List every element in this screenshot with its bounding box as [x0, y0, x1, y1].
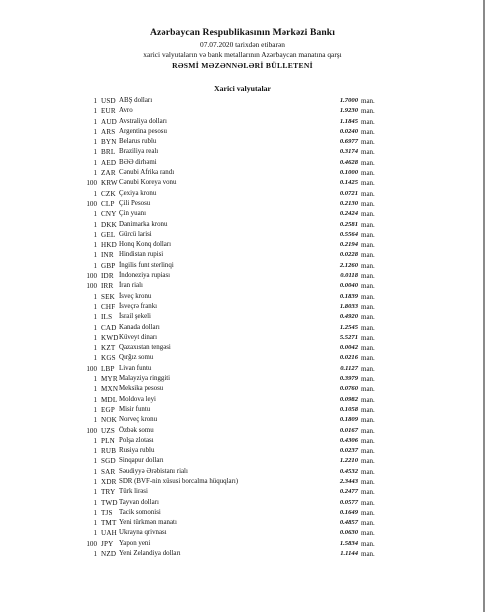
rate-row [0, 384, 485, 394]
unit-label: man. [361, 313, 375, 322]
currency-name: Livan funtu [119, 364, 152, 372]
currency-code: RUB [101, 447, 117, 456]
unit-label: man. [361, 199, 375, 208]
currency-name: Avro [119, 107, 133, 115]
rate-value: 0.2477 [339, 488, 358, 496]
currency-code: SAR [101, 467, 116, 476]
rate-row [0, 487, 485, 497]
unit-label: man. [361, 519, 375, 528]
unit-label: man. [361, 107, 375, 116]
nominal-value: 1 [93, 189, 97, 198]
currency-code: UAH [101, 529, 117, 538]
unit-label: man. [361, 457, 375, 466]
nominal-value: 1 [93, 467, 97, 476]
nominal-value: 1 [93, 519, 97, 528]
currency-code: ILS [101, 313, 113, 322]
currency-name: İngilis funt sterlinqi [119, 261, 174, 269]
currency-code: GBP [101, 261, 116, 270]
unit-label: man. [361, 210, 375, 219]
currency-name: Rusiya rublu [119, 447, 155, 455]
currency-code: EUR [101, 107, 116, 116]
nominal-value: 1 [93, 498, 97, 507]
currency-name: İsrail şekeli [119, 313, 151, 321]
rate-value: 0.4857 [339, 519, 358, 527]
currency-code: JPY [101, 539, 114, 548]
unit-label: man. [361, 344, 375, 353]
unit-label: man. [361, 261, 375, 270]
unit-label: man. [361, 272, 375, 281]
unit-label: man. [361, 529, 375, 538]
rate-row [0, 456, 485, 466]
rate-value: 0.0577 [339, 498, 358, 506]
rate-value: 1.7000 [339, 97, 358, 104]
nominal-value: 1 [93, 333, 97, 342]
unit-label: man. [361, 230, 375, 239]
rate-row [0, 549, 485, 559]
bank-title: Azərbaycan Respublikasının Mərkəzi Bankı [150, 27, 335, 38]
document-subtitle: xarici valyutaların və bank metallarının Azərbaycan manatına qarşı [143, 50, 342, 59]
rate-row [0, 498, 485, 508]
currency-code: TWD [101, 498, 118, 507]
rate-row [0, 117, 485, 127]
currency-name: Qazaxıstan tengəsi [119, 344, 171, 352]
rate-value: 0.1058 [339, 405, 358, 413]
rate-value: 0.4532 [339, 467, 358, 475]
rate-value: 0.2194 [339, 241, 358, 249]
nominal-value: 1 [93, 292, 97, 301]
currency-code: LBP [101, 364, 115, 373]
currency-name: Meksika pesosu [119, 385, 164, 393]
rate-value: 0.1000 [339, 169, 358, 177]
bulletin-title: RƏSMİ MƏZƏNNƏLƏRİ BÜLLETENİ [172, 61, 313, 70]
currency-code: MYR [101, 375, 118, 384]
currency-code: TRY [101, 488, 116, 497]
rate-value: 0.0630 [339, 529, 358, 537]
currency-code: CLP [101, 199, 115, 208]
currency-name: Hindistan rupisi [119, 251, 164, 259]
rate-row [0, 158, 485, 168]
rate-row [0, 539, 485, 549]
rate-row [0, 281, 485, 291]
currency-name: Cənubi Afrika randı [119, 169, 175, 177]
unit-label: man. [361, 282, 375, 291]
nominal-value: 1 [93, 508, 97, 517]
currency-name: Sinqapur dolları [119, 457, 164, 465]
currency-name: Özbək somu [119, 426, 154, 434]
currency-code: DKK [101, 220, 117, 229]
currency-code: XDR [101, 477, 117, 486]
rate-row [0, 261, 485, 271]
nominal-value: 1 [93, 477, 97, 486]
unit-label: man. [361, 117, 375, 126]
rate-value: 0.0982 [339, 395, 358, 403]
rate-value: 1.9230 [339, 107, 358, 115]
rate-value: 0.5564 [339, 230, 358, 238]
currency-name: Avstraliya dolları [119, 117, 167, 125]
rate-row [0, 230, 485, 240]
currency-name: Misir funtu [119, 405, 151, 413]
unit-label: man. [361, 467, 375, 476]
currency-name: Yeni türkmən manatı [119, 519, 177, 527]
rate-row [0, 220, 485, 230]
rate-row [0, 302, 485, 312]
rate-value: 0.2130 [339, 199, 358, 207]
nominal-value: 1 [93, 447, 97, 456]
rate-value: 0.2581 [339, 220, 358, 228]
rate-value: 5.5271 [339, 333, 358, 341]
currency-code: NOK [101, 416, 117, 425]
rate-row [0, 147, 485, 157]
rate-value: 2.3443 [339, 477, 358, 485]
unit-label: man. [361, 127, 375, 136]
rate-row [0, 209, 485, 219]
rate-value: 0.0237 [339, 447, 358, 455]
currency-name: Cənubi Koreya vonu [119, 179, 177, 187]
rate-row [0, 189, 485, 199]
rate-row [0, 178, 485, 188]
currency-code: UZS [101, 426, 116, 435]
unit-label: man. [361, 426, 375, 435]
nominal-value: 1 [93, 241, 97, 250]
rate-value: 1.1144 [340, 550, 358, 558]
unit-label: man. [361, 477, 375, 486]
unit-label: man. [361, 488, 375, 497]
rate-value: 0.1127 [340, 364, 358, 372]
nominal-value: 1 [93, 457, 97, 466]
currency-code: CHF [101, 302, 116, 311]
rate-row [0, 395, 485, 405]
nominal-value: 1 [93, 251, 97, 260]
currency-code: ARS [101, 127, 116, 136]
currency-name: İsveçrə frankı [119, 302, 158, 310]
nominal-value: 100 [86, 179, 97, 188]
currency-code: CZK [101, 189, 116, 198]
nominal-value: 1 [93, 436, 97, 445]
currency-name: Braziliya realı [119, 148, 159, 156]
rate-value: 0.0216 [339, 354, 358, 362]
rate-value: 0.0042 [339, 344, 358, 352]
rate-row [0, 467, 485, 477]
nominal-value: 100 [86, 539, 97, 548]
nominal-value: 1 [93, 261, 97, 270]
nominal-value: 1 [93, 97, 97, 105]
currency-name: Çili Pesosu [119, 199, 151, 207]
currency-name: Gürcü larisi [119, 230, 152, 238]
currency-name: Qırğız somu [119, 354, 154, 362]
unit-label: man. [361, 447, 375, 456]
rate-row [0, 436, 485, 446]
rate-row [0, 364, 485, 374]
rate-row [0, 426, 485, 436]
currency-code: KZT [101, 344, 116, 353]
rate-row [0, 168, 485, 178]
rate-row [0, 374, 485, 384]
nominal-value: 1 [93, 302, 97, 311]
nominal-value: 1 [93, 148, 97, 157]
currency-code: AUD [101, 117, 117, 126]
nominal-value: 100 [86, 426, 97, 435]
currency-code: IDR [101, 272, 114, 281]
currency-code: TJS [101, 508, 113, 517]
currency-name: İndoneziya rupiası [119, 272, 171, 280]
nominal-value: 1 [93, 138, 97, 147]
nominal-value: 1 [93, 158, 97, 167]
rate-value: 1.5834 [339, 539, 358, 547]
currency-code: PLN [101, 436, 116, 445]
unit-label: man. [361, 220, 375, 229]
rate-value: 1.1845 [339, 117, 358, 125]
unit-label: man. [361, 302, 375, 311]
rate-row [0, 405, 485, 415]
currency-code: ZAR [101, 169, 116, 178]
rate-row [0, 446, 485, 456]
rate-value: 1.8033 [339, 302, 358, 310]
unit-label: man. [361, 292, 375, 301]
currency-name: Honq Konq dolları [119, 241, 172, 249]
rate-row [0, 323, 485, 333]
rate-value: 0.6977 [339, 138, 358, 146]
nominal-value: 1 [93, 344, 97, 353]
nominal-value: 1 [93, 313, 97, 322]
nominal-value: 1 [93, 488, 97, 497]
document-header [0, 26, 485, 71]
rate-value: 0.1649 [339, 508, 358, 516]
unit-label: man. [361, 189, 375, 198]
currency-name: Çexiya kronu [119, 189, 157, 197]
currency-code: TMT [101, 519, 117, 528]
rate-value: 2.1260 [339, 261, 358, 269]
currency-code: CAD [101, 323, 117, 332]
currency-code: NZD [101, 550, 117, 559]
unit-label: man. [361, 550, 375, 559]
rate-row [0, 127, 485, 137]
currency-name: Norveç kronu [119, 416, 158, 424]
nominal-value: 100 [86, 272, 97, 281]
rate-value: 0.2424 [339, 210, 358, 218]
nominal-value: 1 [93, 127, 97, 136]
currency-name: Tacik somonisi [119, 508, 161, 516]
unit-label: man. [361, 436, 375, 445]
currency-name: Tayvan dolları [119, 498, 159, 506]
currency-code: EGP [101, 405, 116, 414]
currency-code: MDL [101, 395, 118, 404]
unit-label: man. [361, 169, 375, 178]
rate-row [0, 292, 485, 302]
unit-label: man. [361, 97, 375, 105]
unit-label: man. [361, 508, 375, 517]
rate-row [0, 477, 485, 487]
currency-name: Moldova leyi [119, 395, 156, 403]
rate-value: 0.0240 [339, 127, 358, 135]
rates-table [0, 96, 485, 559]
rate-row [0, 271, 485, 281]
unit-label: man. [361, 395, 375, 404]
currency-code: KGS [101, 354, 116, 363]
currency-code: AED [101, 158, 117, 167]
rate-value: 1.2210 [339, 457, 358, 465]
unit-label: man. [361, 405, 375, 414]
nominal-value: 1 [93, 405, 97, 414]
rate-value: 0.1425 [339, 179, 358, 187]
rate-row [0, 508, 485, 518]
currency-code: BRL [101, 148, 116, 157]
rate-row [0, 96, 485, 106]
nominal-value: 1 [93, 354, 97, 363]
currency-name: İsveç kronu [119, 292, 152, 300]
rate-row [0, 137, 485, 147]
nominal-value: 1 [93, 220, 97, 229]
currency-name: Səudiyyə Ərəbistanı rialı [119, 467, 188, 475]
currency-name: Yapon yeni [119, 539, 151, 547]
nominal-value: 100 [86, 364, 97, 373]
rate-value: 0.4628 [339, 158, 358, 166]
currency-code: INR [101, 251, 114, 260]
currency-name: Polşa zlotası [119, 436, 154, 444]
nominal-value: 1 [93, 323, 97, 332]
rate-row [0, 528, 485, 538]
unit-label: man. [361, 158, 375, 167]
nominal-value: 1 [93, 550, 97, 559]
nominal-value: 1 [93, 230, 97, 239]
rate-row [0, 106, 485, 116]
rate-value: 1.2545 [339, 323, 358, 331]
currency-name: Argentina pesosu [119, 127, 167, 135]
unit-label: man. [361, 375, 375, 384]
unit-label: man. [361, 148, 375, 157]
currency-name: Ukrayna qrivnası [119, 529, 167, 537]
rate-row [0, 415, 485, 425]
rate-value: 0.0167 [339, 426, 358, 434]
effective-date: 07.07.2020 tarixdən etibarən [200, 40, 285, 49]
rate-row [0, 333, 485, 343]
rate-value: 0.0040 [339, 282, 358, 290]
unit-label: man. [361, 498, 375, 507]
currency-name: Malayziya ringgiti [119, 375, 171, 383]
nominal-value: 1 [93, 375, 97, 384]
currency-code: HKD [101, 241, 117, 250]
rate-row [0, 343, 485, 353]
rate-value: 0.0228 [339, 251, 358, 259]
nominal-value: 1 [93, 416, 97, 425]
unit-label: man. [361, 416, 375, 425]
currency-name: Danimarka kronu [119, 220, 168, 228]
rate-value: 0.0118 [340, 272, 358, 280]
currency-name: ABŞ dolları [119, 97, 153, 104]
rate-row [0, 312, 485, 322]
unit-label: man. [361, 385, 375, 394]
currency-name: Çin yuanı [119, 210, 146, 218]
currency-name: İran rialı [119, 282, 143, 290]
nominal-value: 100 [86, 199, 97, 208]
nominal-value: 1 [93, 169, 97, 178]
currency-name: BƏƏ dirhəmi [119, 158, 157, 166]
rate-row [0, 240, 485, 250]
section-title: Xarici valyutalar [214, 84, 271, 93]
rate-value: 0.1839 [339, 292, 358, 300]
unit-label: man. [361, 251, 375, 260]
nominal-value: 1 [93, 529, 97, 538]
rate-value: 0.3174 [339, 148, 358, 156]
nominal-value: 1 [93, 210, 97, 219]
currency-code: SGD [101, 457, 116, 466]
unit-label: man. [361, 241, 375, 250]
currency-code: IRR [101, 282, 114, 291]
nominal-value: 1 [93, 107, 97, 116]
nominal-value: 1 [93, 117, 97, 126]
nominal-value: 1 [93, 395, 97, 404]
rate-value: 0.1809 [339, 416, 358, 424]
currency-code: USD [101, 97, 116, 105]
currency-name: Yeni Zelandiya dolları [119, 550, 181, 558]
unit-label: man. [361, 138, 375, 147]
unit-label: man. [361, 323, 375, 332]
unit-label: man. [361, 539, 375, 548]
unit-label: man. [361, 333, 375, 342]
rate-row [0, 518, 485, 528]
unit-label: man. [361, 179, 375, 188]
currency-name: SDR (BVF-nin xüsusi borcalma hüquqları) [119, 477, 239, 485]
currency-name: Türk lirəsi [119, 488, 148, 496]
rate-row [0, 250, 485, 260]
currency-name: Belarus rublu [119, 138, 157, 146]
unit-label: man. [361, 354, 375, 363]
currency-code: GEL [101, 230, 116, 239]
rate-value: 0.4306 [339, 436, 358, 444]
rate-row [0, 199, 485, 209]
currency-name: Kanada dolları [119, 323, 160, 331]
rate-value: 0.0760 [339, 385, 358, 393]
rate-value: 0.0721 [339, 189, 358, 197]
nominal-value: 100 [86, 282, 97, 291]
currency-name: Küveyt dinarı [119, 333, 158, 341]
unit-label: man. [361, 364, 375, 373]
nominal-value: 1 [93, 385, 97, 394]
currency-code: CNY [101, 210, 117, 219]
rate-value: 0.4920 [339, 313, 358, 321]
currency-code: MXN [101, 385, 119, 394]
rate-row [0, 353, 485, 363]
currency-code: KWD [101, 333, 119, 342]
currency-code: SEK [101, 292, 116, 301]
rate-value: 0.3979 [339, 375, 358, 383]
currency-code: KRW [101, 179, 118, 188]
currency-code: BYN [101, 138, 117, 147]
